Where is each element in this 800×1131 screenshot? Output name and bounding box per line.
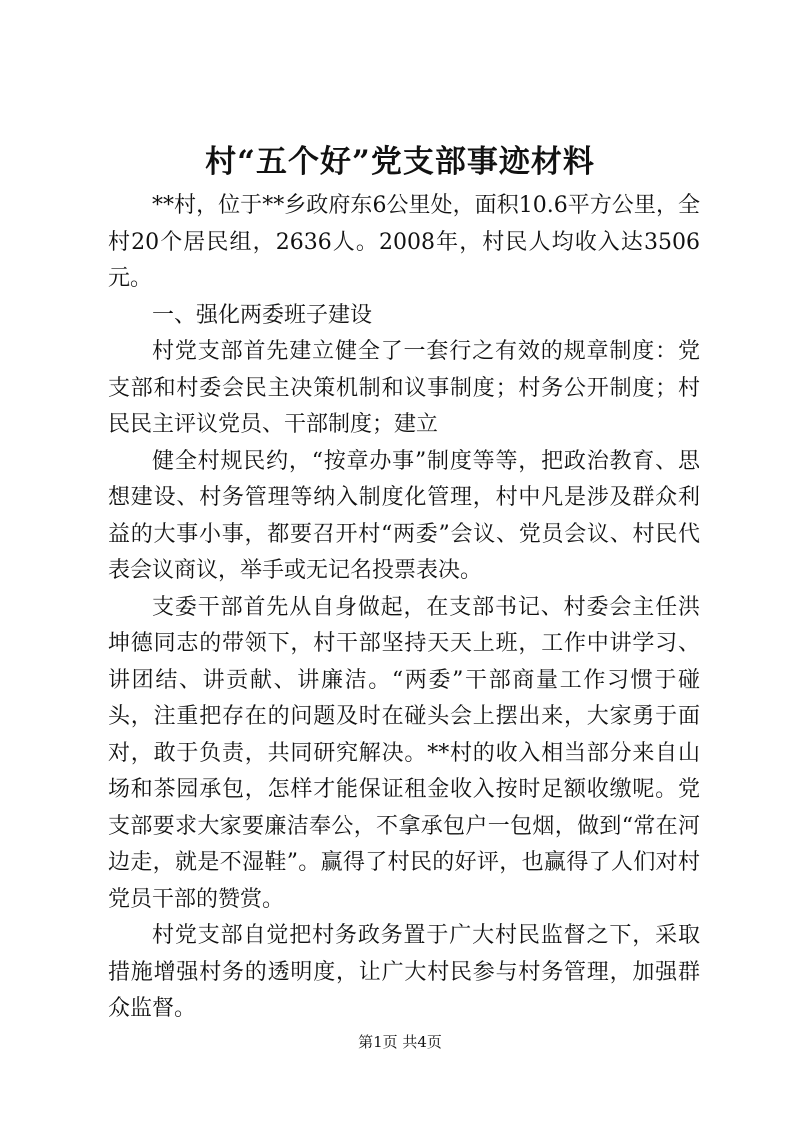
document-title: 村“五个好”党支部事迹材料 [205, 144, 595, 180]
paragraph-cadres: 支委干部首先从自身做起，在支部书记、村委会主任洪坤德同志的带领下，村干部坚持天天上班，工作中讲学习、讲团结、讲贡献、讲廉洁。“两委”干部商量工作习惯于碰头，注重把存在的问题及时在碰头会上摆出来，大家勇于面对，敢于负责，共同研究解决。**村的收入相当部分来自山场和茶园承包，怎样才能保证租金收入按时足额收缴呢。党支部要求大家要廉洁奉公，不拿承包户一包烟，做到“常在河边走，就是不湿鞋”。赢得了村民的好评，也赢得了人们对村党员干部的赞赏。 [108, 594, 700, 912]
paragraph-intro: **村，位于**乡政府东6公里处，面积10.6平方公里，全村20个居民组，2636人。2008年，村民人均收入达3506元。 [108, 193, 700, 291]
paragraph-supervision: 村党支部自觉把村务政务置于广大村民监督之下，采取措施增强村务的透明度，让广大村民参与村务管理，加强群众监督。 [108, 923, 700, 1021]
page-footer: 第1页 共4页 [358, 1033, 442, 1051]
section-heading: 一、强化两委班子建设 [152, 302, 373, 328]
paragraph-village-rules: 健全村规民约，“按章办事”制度等等，把政治教育、思想建设、村务管理等纳入制度化管理，村中凡是涉及群众利益的大事小事，都要召开村“两委”会议、党员会议、村民代表会议商议，举手或无记名投票表决。 [108, 448, 700, 583]
paragraph-rules: 村党支部首先建立健全了一套行之有效的规章制度：党支部和村委会民主决策机制和议事制度；村务公开制度；村民民主评议党员、干部制度；建立 [108, 339, 700, 437]
document-body [108, 188, 700, 1028]
